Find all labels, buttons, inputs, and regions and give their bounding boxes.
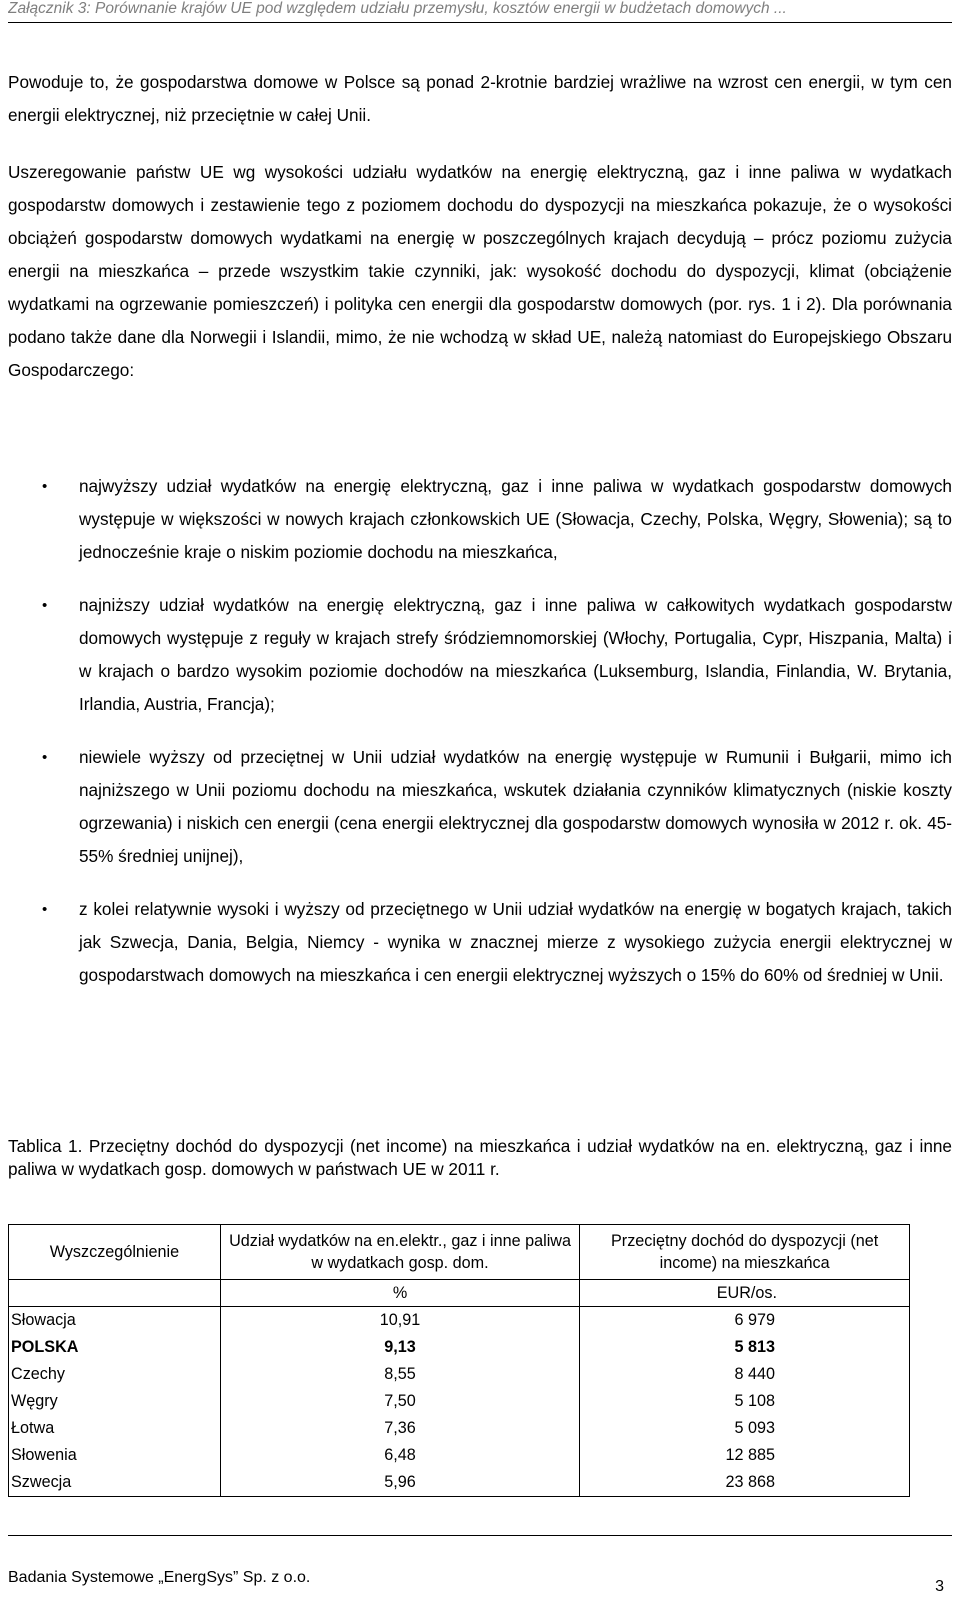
income-cell: 23 868	[580, 1469, 910, 1497]
share-cell: 8,55	[220, 1361, 579, 1388]
bullet-text: z kolei relatywnie wysoki i wyższy od przeciętnego w Unii udział wydatków na energię w bogatych krajach, takich jak Szwecja, Dania, Belgia, Niemcy - wynika w znacznej mierze z wysokiego zużycia energii elektrycznej w gospodarstwach domowych na mieszkańca i cen energii elektrycznej wyższych o 15% do 60% od średniej w Unii.	[79, 899, 952, 985]
country-cell: Czechy	[9, 1361, 221, 1388]
unit-income: EUR/os.	[580, 1280, 910, 1307]
table-unit-row	[9, 1280, 910, 1307]
footer-divider	[8, 1535, 952, 1536]
income-cell: 12 885	[580, 1442, 910, 1469]
unit-share: %	[220, 1280, 579, 1307]
share-cell: 6,48	[220, 1442, 579, 1469]
list-item	[8, 741, 952, 873]
income-cell: 5 093	[580, 1415, 910, 1442]
footer-company: Badania Systemowe „EnergSys” Sp. z o.o.	[8, 1569, 311, 1586]
income-cell: 5 108	[580, 1388, 910, 1415]
header-income: Przeciętny dochód do dyspozycji (net income) na mieszkańca	[580, 1225, 910, 1280]
bullet-icon: •	[42, 478, 48, 495]
bullet-text: najwyższy udział wydatków na energię elektryczną, gaz i inne paliwa w wydatkach gospodarstw domowych występuje w większości w nowych krajach członkowskich UE (Słowacja, Czechy, Polska, Węgry, Słowenia); są to jednocześnie kraje o niskim poziomie dochodu na mieszkańca,	[79, 476, 952, 562]
income-cell: 6 979	[580, 1307, 910, 1335]
unit-empty	[9, 1280, 221, 1307]
intro-paragraph: Powoduje to, że gospodarstwa domowe w Polsce są ponad 2-krotnie bardziej wrażliwe na wzrost cen energii, w tym cen energii elektrycznej, niż przeciętnie w całej Unii.	[8, 72, 952, 125]
country-cell: POLSKA	[9, 1334, 221, 1361]
share-cell: 7,36	[220, 1415, 579, 1442]
share-cell: 7,50	[220, 1388, 579, 1415]
country-cell: Słowenia	[9, 1442, 221, 1469]
share-cell: 5,96	[220, 1469, 579, 1497]
header-country: Wyszczególnienie	[9, 1225, 221, 1280]
country-cell: Szwecja	[9, 1469, 221, 1497]
page-header: Załącznik 3: Porównanie krajów UE pod względem udziału przemysłu, kosztów energii w budżetach domowych ...	[8, 0, 952, 23]
share-cell: 10,91	[220, 1307, 579, 1335]
table-row	[9, 1388, 910, 1415]
list-item	[8, 470, 952, 569]
table-row	[9, 1334, 910, 1361]
table-row	[9, 1361, 910, 1388]
table-row	[9, 1307, 910, 1335]
bullet-text: niewiele wyższy od przeciętnej w Unii udział wydatków na energię występuje w Rumunii i Bułgarii, mimo ich najniższego w Unii poziomu dochodu na mieszkańca, wskutek działania czynników klimatycznych (niskie koszty ogrzewania) i niskich cen energii (cena energii elektrycznej dla gospodarstw domowych wynosiła w 2012 r. ok. 45-55% średniej unijnej),	[79, 747, 952, 866]
table-row	[9, 1442, 910, 1469]
bullet-icon: •	[42, 749, 48, 766]
list-item	[8, 893, 952, 992]
page-number: 3	[935, 1578, 944, 1595]
country-cell: Łotwa	[9, 1415, 221, 1442]
data-table	[8, 1224, 910, 1497]
list-item	[8, 589, 952, 721]
income-cell: 8 440	[580, 1361, 910, 1388]
table-row	[9, 1469, 910, 1497]
header-share: Udział wydatków na en.elektr., gaz i inne paliwa w wydatkach gosp. dom.	[220, 1225, 579, 1280]
bullet-list	[8, 470, 952, 1012]
bullet-icon: •	[42, 597, 48, 614]
table-row	[9, 1415, 910, 1442]
bullet-icon: •	[42, 901, 48, 918]
main-paragraph: Uszeregowanie państw UE wg wysokości udziału wydatków na energię elektryczną, gaz i inne paliwa w wydatkach gospodarstw domowych i zestawienie tego z poziomem dochodu do dyspozycji na mieszkańca pokazuje, że o wysokości obciążeń gospodarstw domowych wydatkami na energię w poszczególnych krajach decydują – prócz poziomu zużycia energii na mieszkańca – przede wszystkim takie czynniki, jak: wysokość dochodu do dyspozycji, klimat (obciążenie wydatkami na ogrzewanie pomieszczeń) i polityka cen energii dla gospodarstw domowych (por. rys. 1 i 2). Dla porównania podano także dane dla Norwegii i Islandii, mimo, że nie wchodzą w skład UE, należą natomiast do Europejskiego Obszaru Gospodarczego:	[8, 162, 952, 380]
country-cell: Słowacja	[9, 1307, 221, 1335]
bullet-text: najniższy udział wydatków na energię elektryczną, gaz i inne paliwa w całkowitych wydatkach gospodarstw domowych występuje z reguły w krajach strefy śródziemnomorskiej (Włochy, Portugalia, Cypr, Hiszpania, Malta) i w krajach o bardzo wysokim poziomie dochodów na mieszkańca (Luksemburg, Islandia, Finlandia, W. Brytania, Irlandia, Austria, Francja);	[79, 595, 952, 714]
share-cell: 9,13	[220, 1334, 579, 1361]
table-caption: Tablica 1. Przeciętny dochód do dyspozycji (net income) na mieszkańca i udział wydatków na en. elektryczną, gaz i inne paliwa w wydatkach gosp. domowych w państwach UE w 2011 r.	[8, 1136, 952, 1179]
table-header-row	[9, 1225, 910, 1280]
country-cell: Węgry	[9, 1388, 221, 1415]
income-cell: 5 813	[580, 1334, 910, 1361]
